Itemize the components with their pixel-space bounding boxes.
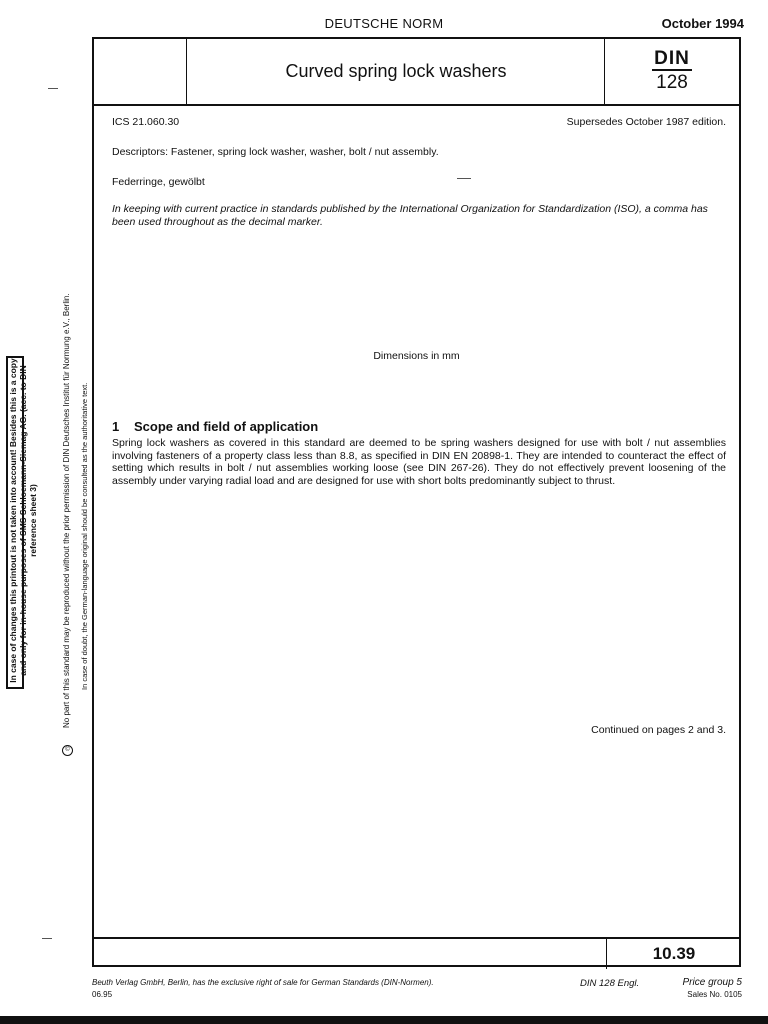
din-number-cell [604,39,739,104]
scan-speck [457,178,471,179]
copyright-notice: No part of this standard may be reproduced without the prior permission of DIN Deutsches Institut für Normung e.V., Berlin. [62,293,71,728]
german-title: Federringe, gewölbt [112,176,205,188]
footer-box [92,937,741,969]
document-title: Curved spring lock washers [285,61,507,81]
copyright-icon: © [62,745,73,756]
din-logo: DIN [654,48,690,69]
section-heading [112,419,318,434]
price-group: Price group 5 [682,977,742,988]
decimal-marker-note: In keeping with current practice in standards published by the International Organization for Standardization (ISO), a comma has been used throughout as the decimal marker. [112,203,708,228]
scan-speck [42,938,52,939]
publisher-note: Beuth Verlag GmbH, Berlin, has the exclusive right of sale for German Standards (DIN-Normen). [92,978,434,987]
issue-date: October 1994 [661,16,744,31]
supersedes-note: Supersedes October 1987 edition. [566,116,726,128]
title-block [94,39,739,106]
scan-speck [48,88,58,89]
authoritative-text-notice: In case of doubt, the German-language original should be consulted as the authoritative text. [80,382,89,690]
in-house-notice: In case of changes this printout is not taken into account! Besides this is a copy and only for in-house purposes of SMS Schloemann-Siemag AG. (acc. to DIN reference sheet 3) [8,358,38,683]
continued-note: Continued on pages 2 and 3. [591,724,726,736]
page-code: 10.39 [652,944,696,963]
section-title: Scope and field of application [134,419,319,434]
title-block-blank-cell [94,39,187,104]
ics-code: ICS 21.060.30 [112,116,180,128]
din-number: 128 [656,72,688,93]
descriptors: Descriptors: Fastener, spring lock washer, washer, bolt / nut assembly. [112,146,439,158]
scan-edge-bar [0,1016,768,1024]
date-code: 06.95 [92,990,113,999]
norm-label: DEUTSCHE NORM [324,16,444,31]
dimensions-note: Dimensions in mm [373,350,460,362]
section-number: 1 [112,419,120,434]
section-body: Spring lock washers as covered in this standard are deemed to be spring washers designed for use with bolt / nut assemblies involving fasteners of a property class less than 8.8, as specified in DIN EN 20898-1. They are intended to counteract the effect of setting which results in bolt / nut assemblies working loose (see DIN 267-26). They do not effectively prevent loosening of the assembly under varying radial load and are designed for use with short bolts predominantly subject to thrust. [112,437,726,487]
din-reference: DIN 128 Engl. [580,978,640,989]
sales-number: Sales No. 0105 [687,990,742,999]
